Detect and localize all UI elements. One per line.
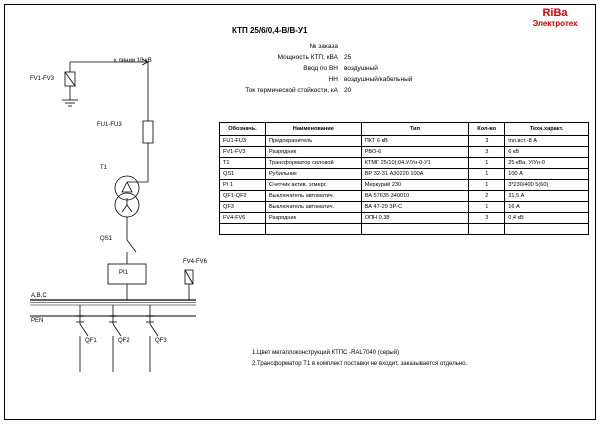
label-pi1: PI1 — [119, 270, 129, 276]
table-cell: 6 кВ — [505, 147, 589, 158]
table-cell: ВА 57635 340010 — [361, 191, 469, 202]
qf3-breaker-blade — [150, 324, 158, 336]
spec-label: Ток термической стойкости, кА — [245, 87, 338, 94]
table-cell: FV4-FV6 — [220, 213, 266, 224]
table-cell: ВР 32-31 А30220 100А — [361, 169, 469, 180]
logo-line-2: Электротех — [532, 18, 578, 28]
table-cell: 3*230/400 5(60) — [505, 180, 589, 191]
table-header-cell: Кол-во — [469, 123, 505, 136]
label-qf1: QF1 — [85, 338, 97, 344]
table-cell: Inn.вст.-8 А — [505, 136, 589, 147]
label-qf3: QF3 — [155, 338, 167, 344]
table-header-cell: Обозначь. — [220, 123, 266, 136]
spec-value: воздушный — [344, 65, 378, 72]
table-cell: 1 — [469, 202, 505, 213]
table-cell: 25 кВа, У/Ун-0 — [505, 158, 589, 169]
table-cell: 16 А — [505, 202, 589, 213]
table-cell: РВО-6 — [361, 147, 469, 158]
table-cell: Разрядник — [265, 213, 361, 224]
table-cell: Выключатель автоматич. — [265, 202, 361, 213]
table-cell: 3 — [469, 136, 505, 147]
table-cell: ВА 47-29 3Р-С — [361, 202, 469, 213]
qs1-switch-blade — [127, 240, 136, 252]
note-line: 1.Цвет металлоконструкций КТПС -RAL7040 (серый) — [252, 350, 400, 356]
table-cell: ОПН 0,38 — [361, 213, 469, 224]
label-abc: А,В,С — [31, 293, 47, 299]
spec-value: 20 — [344, 87, 352, 94]
table-cell: T1 — [220, 158, 266, 169]
table-header-cell: Тип — [361, 123, 469, 136]
table-cell: QF3 — [220, 202, 266, 213]
spec-label: НН — [328, 76, 338, 83]
table-cell: Разрядник — [265, 147, 361, 158]
table-cell: Счетчик актив. эгмерг. — [265, 180, 361, 191]
table-cell: FU1-FU3 — [220, 136, 266, 147]
label-fv4-fv6: FV4-FV6 — [183, 259, 208, 265]
table-cell: 0,4 кВ — [505, 213, 589, 224]
label-fv1-fv3: FV1-FV3 — [30, 76, 55, 82]
table-cell: 2 — [469, 191, 505, 202]
table-cell: Рубильник — [265, 169, 361, 180]
label-qf2: QF2 — [118, 338, 130, 344]
table-header-cell: Наименование — [265, 123, 361, 136]
spec-value: воздушный/кабельный — [344, 76, 413, 83]
table-cell: ПКТ 6 кВ — [361, 136, 469, 147]
table-cell: 1 — [469, 158, 505, 169]
spec-label: Мощность КТП, кВА — [277, 54, 338, 61]
table-cell: КТМГ 25/10(:04.У/Ун-0-У1 — [361, 158, 469, 169]
table-cell: 1 — [469, 180, 505, 191]
spec-label: Ввод по ВН — [303, 65, 338, 72]
table-cell: 3 — [469, 213, 505, 224]
spec-label: № заказа — [309, 43, 338, 50]
label-t1: T1 — [100, 165, 108, 171]
table-cell: 100 А — [505, 169, 589, 180]
table-cell: Предохранитель — [265, 136, 361, 147]
table-cell: Выключатель автоматич. — [265, 191, 361, 202]
table-cell: QF1-QF2 — [220, 191, 266, 202]
qf1-breaker-blade — [80, 324, 88, 336]
qf2-breaker-blade — [113, 324, 121, 336]
label-pen: PEN — [31, 318, 44, 324]
label-qs1: QS1 — [100, 236, 113, 242]
label-line-10kv: к линии 10 кВ — [114, 58, 152, 64]
table-cell: Трансформатор силовой — [265, 158, 361, 169]
table-cell: PI 1 — [220, 180, 266, 191]
table-cell: FV1-FV3 — [220, 147, 266, 158]
spec-value: 25 — [344, 54, 352, 61]
page-title: КТП 25/6/0,4-В/В-У1 — [232, 26, 308, 35]
table-cell: 1 — [469, 169, 505, 180]
logo-line-1: RiBa — [542, 7, 568, 19]
note-line: 2.Трансформатор Т1 в комплект поставки не входит, заказывается отдельно. — [252, 361, 468, 367]
table-cell: 3 — [469, 147, 505, 158]
table-cell: 31,5 А — [505, 191, 589, 202]
fuse-symbol — [143, 121, 153, 143]
table-cell: QS1 — [220, 169, 266, 180]
label-fu1-fu3: FU1-FU3 — [97, 122, 122, 128]
table-cell: Меркурий 230 — [361, 180, 469, 191]
table-header-cell: Техн.характ. — [505, 123, 589, 136]
